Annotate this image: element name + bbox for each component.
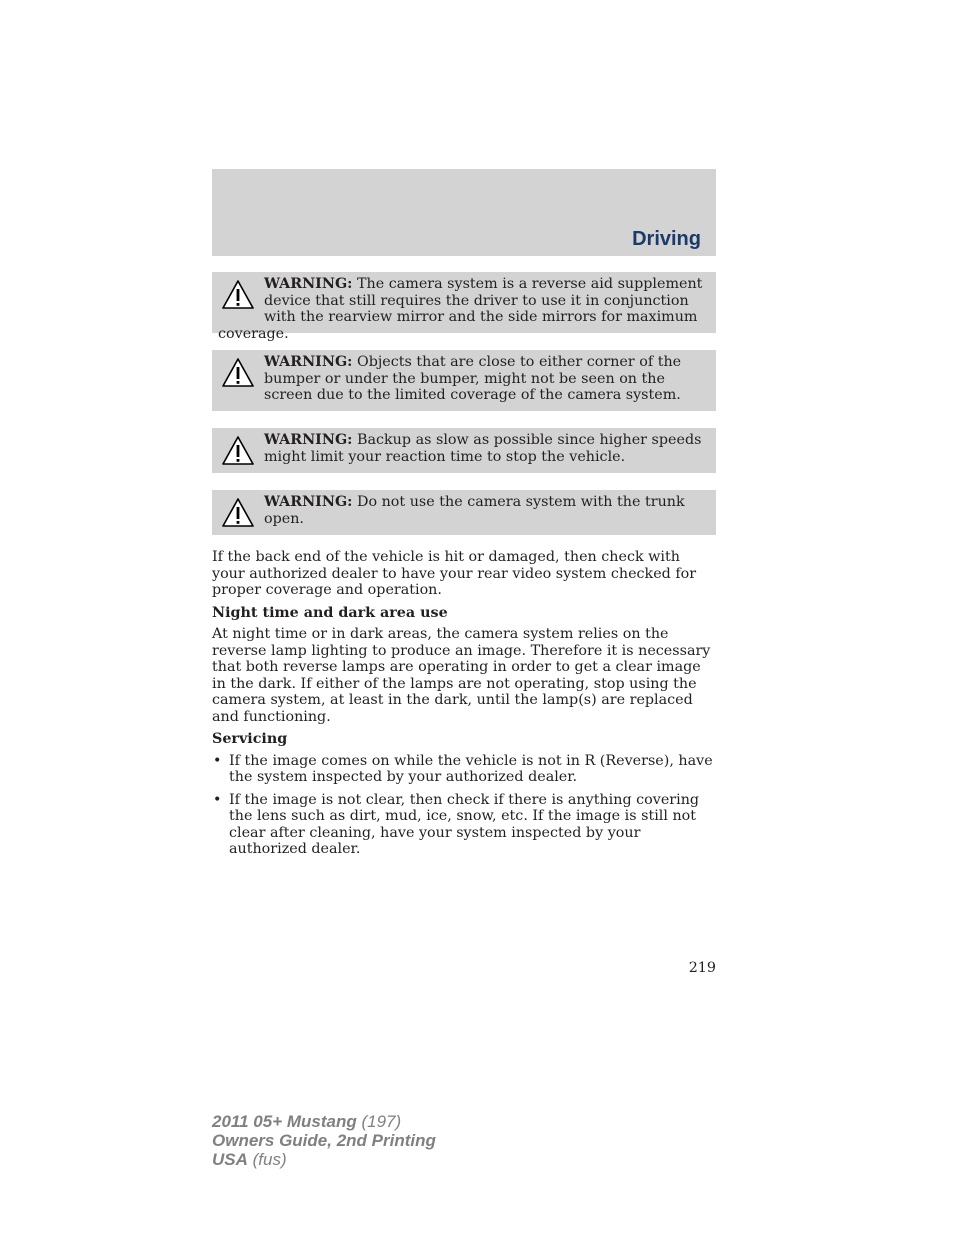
warning-text: Objects that are close to either corner of the bumper or under the bumper, might not be seen on the screen due to the limited coverage of the camera system. (264, 354, 682, 404)
footer-model: 2011 05+ Mustang (212, 1112, 357, 1131)
list-item (212, 792, 716, 858)
warning-triangle-icon (222, 497, 254, 529)
warning-box-4 (212, 490, 716, 535)
footer-market-code: (fus) (247, 1150, 287, 1169)
warning-label: WARNING: (264, 494, 353, 510)
warning-label: WARNING: (264, 276, 353, 292)
bullet-dot: • (213, 752, 222, 769)
section-header-band (212, 169, 716, 256)
warning-text: Do not use the camera system with the trunk open. (264, 494, 685, 527)
list-item-text: If the image is not clear, then check if there is anything covering the lens such as dirt, mud, ice, snow, etc. If the image is still not clear after cleaning, have your system inspected by your authorized dealer. (229, 791, 700, 857)
footer-guide: Owners Guide, 2nd Printing (212, 1131, 436, 1150)
section-title: Driving (632, 228, 701, 250)
warning-label: WARNING: (264, 432, 353, 448)
warning-triangle-icon (222, 279, 254, 311)
page-number: 219 (688, 960, 716, 976)
intro-paragraph: If the back end of the vehicle is hit or damaged, then check with your authorized dealer to have your rear video system checked for proper coverage and operation. (212, 549, 697, 598)
warning-box-1 (212, 272, 716, 342)
list-item-text: If the image comes on while the vehicle is not in R (Reverse), have the system inspected by your authorized dealer. (229, 752, 713, 785)
body-content (212, 549, 716, 858)
servicing-heading: Servicing (212, 731, 288, 747)
warning-triangle-icon (222, 357, 254, 389)
bullet-dot: • (213, 791, 222, 808)
warning-triangle-icon (222, 435, 254, 467)
night-paragraph: At night time or in dark areas, the camera system relies on the reverse lamp lighting to produce an image. Therefore it is necessary that both reverse lamps are operating in order to get a clear image in the dark. If either of the lamps are not operating, stop using the camera system, at least in the dark, until the lamp(s) are replaced and functioning. (212, 626, 711, 725)
warning-label: WARNING: (264, 354, 353, 370)
warning-text: Backup as slow as possible since higher speeds might limit your reaction time to stop the vehicle. (264, 432, 702, 465)
night-heading: Night time and dark area use (212, 604, 448, 621)
footer-model-code: (197) (356, 1112, 402, 1131)
footer-info (212, 1112, 436, 1169)
warning-box-3 (212, 428, 716, 473)
warning-box-2 (212, 350, 716, 411)
footer-market: USA (212, 1150, 248, 1169)
warning-text: The camera system is a reverse aid supplement device that still requires the driver to use it in conjunction with the rearview mirror and the side mirrors for maximum coverage. (218, 276, 703, 342)
list-item (212, 753, 716, 786)
